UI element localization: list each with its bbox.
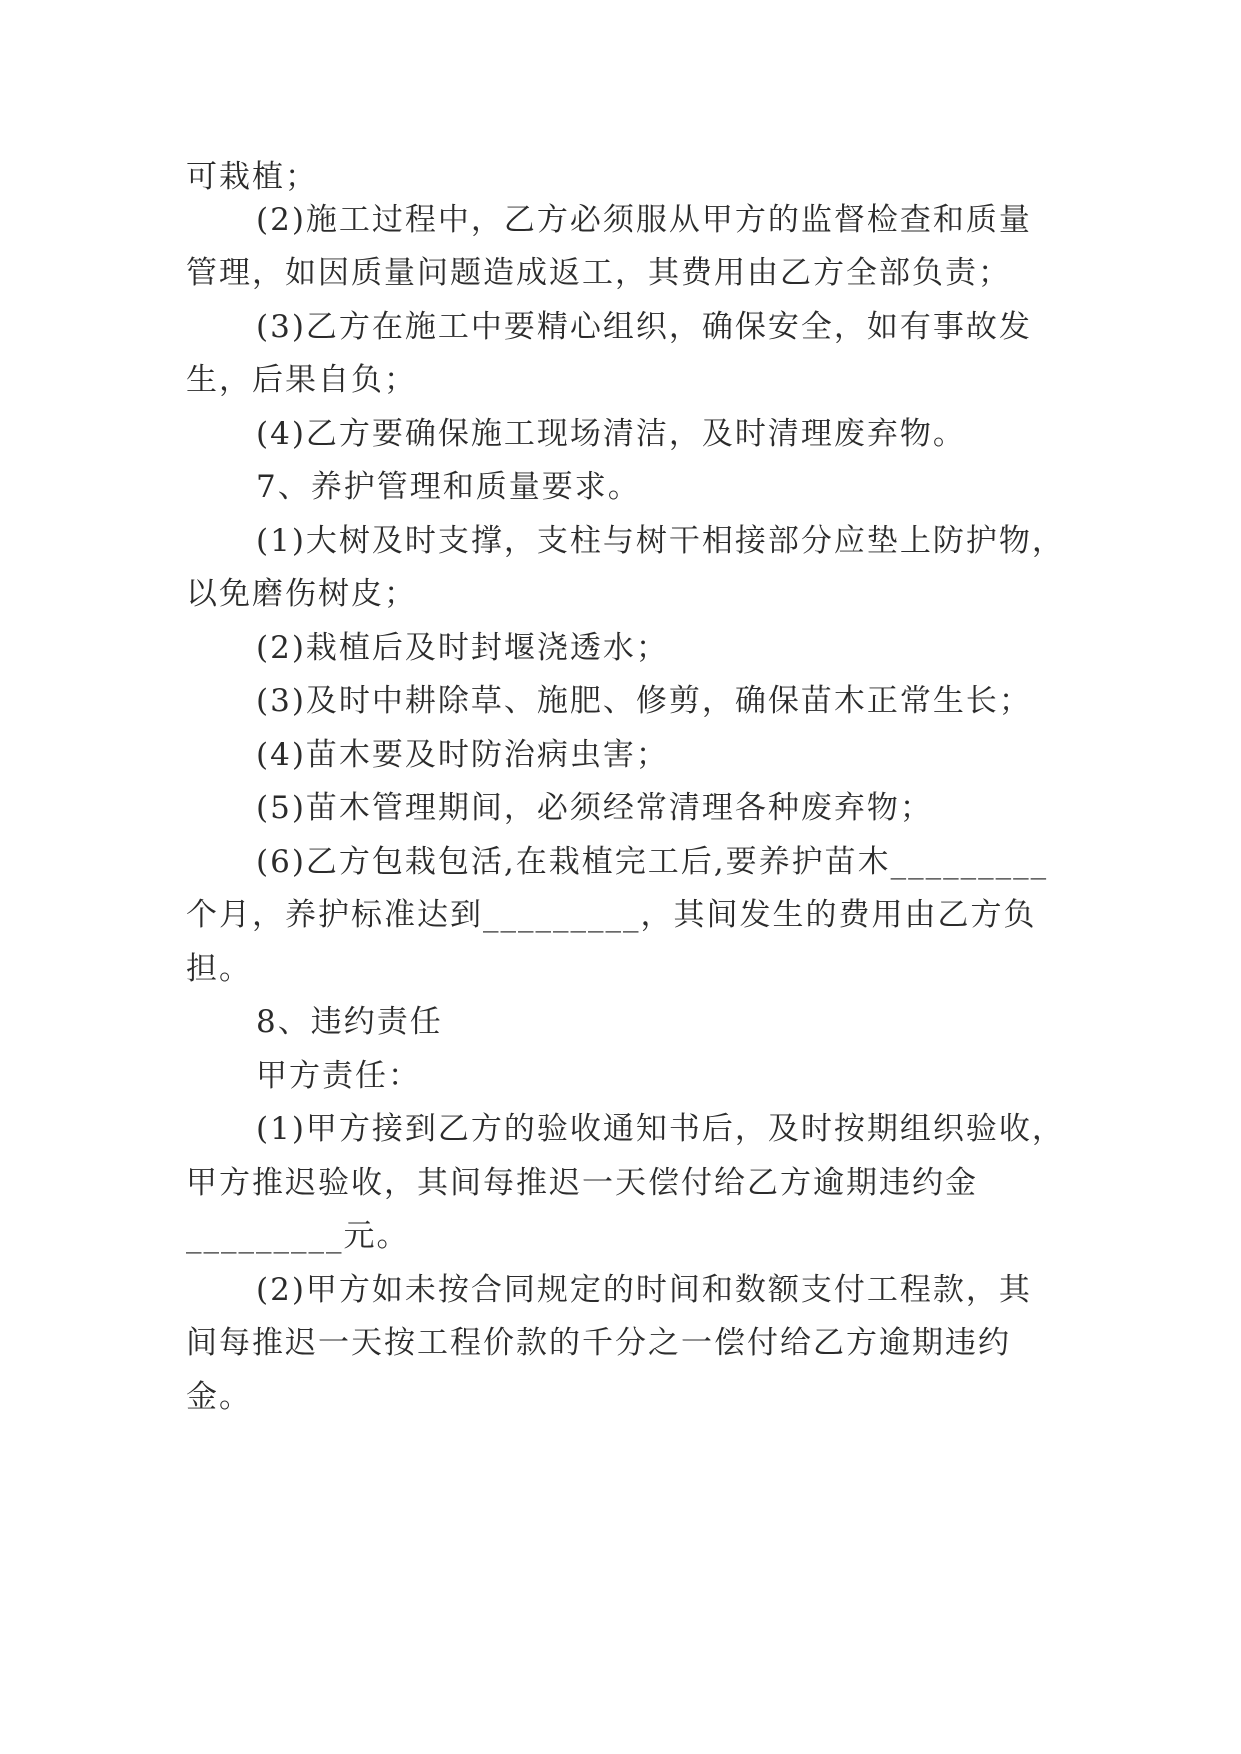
paragraph-line: 管理，如因质量问题造成返工，其费用由乙方全部负责； [186,255,1011,291]
paragraph-line: 个月，养护标准达到_________，其间发生的费用由乙方负 [186,897,1037,933]
paragraph-line: (3)乙方在施工中要精心组织，确保安全，如有事故发 [256,309,1032,345]
paragraph-line: (2)施工过程中，乙方必须服从甲方的监督检查和质量 [256,202,1032,238]
paragraph-line: (4)乙方要确保施工现场清洁，及时清理废弃物。 [256,416,966,452]
paragraph-line: 生，后果自负； [186,362,417,398]
paragraph-line: (4)苗木要及时防治病虫害； [256,737,669,773]
paragraph-line: 以免磨伤树皮； [186,576,417,612]
section-heading: 8、违约责任 [256,1004,443,1040]
paragraph-line: (1)甲方接到乙方的验收通知书后，及时按期组织验收， [256,1111,1065,1147]
paragraph-line: 金。 [186,1379,252,1415]
paragraph-line: (2)甲方如未按合同规定的时间和数额支付工程款，其 [256,1272,1032,1308]
paragraph-line: 担。 [186,951,252,987]
paragraph-line: (5)苗木管理期间，必须经常清理各种废弃物； [256,790,933,826]
section-heading: 7、养护管理和质量要求。 [256,469,641,505]
subsection-heading: 甲方责任： [256,1058,421,1094]
paragraph-line: _________元。 [186,1218,410,1254]
paragraph-line: 可栽植； [186,159,318,195]
paragraph-line: 间每推迟一天按工程价款的千分之一偿付给乙方逾期违约 [186,1325,1011,1361]
paragraph-line: 甲方推迟验收，其间每推迟一天偿付给乙方逾期违约金 [186,1165,978,1201]
paragraph-line: (1)大树及时支撑，支柱与树干相接部分应垫上防护物， [256,523,1065,559]
paragraph-line: (3)及时中耕除草、施肥、修剪，确保苗木正常生长； [256,683,1032,719]
paragraph-line: (2)栽植后及时封堰浇透水； [256,630,669,666]
paragraph-line: (6)乙方包栽包活,在栽植完工后,要养护苗木_________ [256,844,1049,880]
